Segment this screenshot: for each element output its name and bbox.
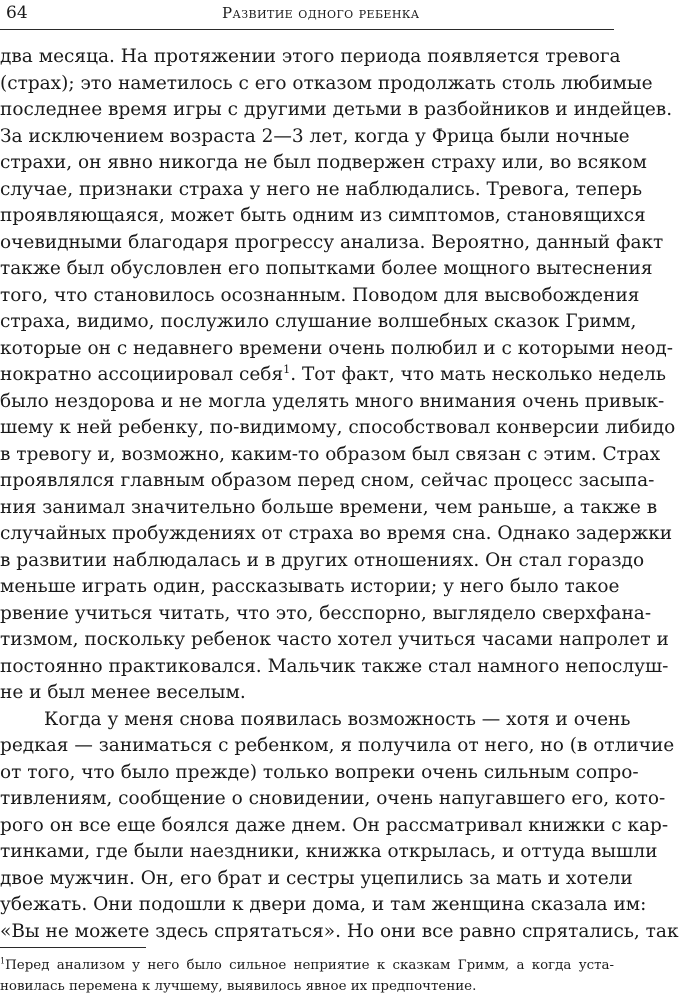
text-line: двое мужчин. Он, его брат и сестры уцепились за мать и хотели [0, 867, 633, 889]
text-line: в тревогу и, возможно, каким-то образом был связан с этим. Страх [0, 443, 661, 465]
footnote-line [0, 955, 614, 976]
text-line: шему к ней ребенку, по-видимому, способствовал конверсии либидо [0, 417, 676, 438]
footnote-marker: 1 [0, 956, 6, 966]
text-line: меньше играть один, рассказывать истории; у него было такое [0, 576, 620, 597]
text-line: редкая — заниматься с ребенком, я получила от него, но (в отличие [0, 735, 675, 756]
text-line: ния занимал значительно больше времени, чем раньше, а также в [0, 496, 658, 518]
running-title: Развитие одного ребенка [222, 4, 420, 22]
text-line-with-note [0, 362, 666, 389]
text-line: от того, что было прежде) только вопреки очень сильным сопро- [0, 761, 639, 783]
page-header [0, 0, 620, 30]
text-line: тинками, где были наездники, книжка открылась, и оттуда вышли [0, 841, 658, 862]
footnote-line: новилась перемена к лучшему, выявилось явное их предпочтение. [0, 979, 477, 994]
text-segment: . Тот факт, что мать несколько недель [290, 364, 666, 385]
text-line: убежать. Они подошли к двери дома, и там женщина сказала им: [0, 894, 647, 915]
paragraph-end-line: не и был менее веселым. [0, 682, 246, 703]
text-line: рвение учиться читать, что это, бесспорно, выглядело сверхфана- [0, 602, 652, 624]
header-rule [0, 29, 614, 30]
footnote [0, 955, 614, 997]
text-line: очевидными благодаря прогрессу анализа. Вероятно, данный факт [0, 231, 664, 253]
text-line: страха, видимо, послужило слушание волшебных сказок Гримм, [0, 311, 637, 332]
text-line: проявлялся главным образом перед сном, сейчас процесс засыпа- [0, 470, 655, 491]
text-segment: нократно ассоциировал себя [0, 364, 284, 385]
text-line: постоянно практиковался. Мальчик также стал намного непослуш- [0, 655, 669, 677]
footnote-rule [0, 947, 146, 948]
text-line: случайных пробуждениях от страха во время сна. Однако задержки [0, 523, 673, 544]
text-line: того, что становилось осознанным. Поводом для высвобождения [0, 284, 640, 306]
text-line: За исключением возраста 2—3 лет, когда у Фрица были ночные [0, 125, 630, 147]
text-line: в развитии наблюдалась и в других отношениях. Он стал гораздо [0, 549, 645, 571]
text-line: тизмом, поскольку ребенок часто хотел учиться часами напролет и [0, 629, 669, 650]
footnote-text: Перед анализом у него было сильное неприятие к сказкам Гримм, а когда уста- [5, 958, 614, 973]
text-line: «Вы не можете здесь спрятаться». Но они все равно спрятались, так [0, 920, 679, 942]
page-number: 64 [6, 3, 28, 23]
body-text [0, 44, 679, 945]
paragraph-first-line: Когда у меня снова появилась возможность — хотя и очень [44, 708, 631, 730]
text-line: (страх); это наметилось с его отказом продолжать столь любимые [0, 72, 653, 94]
text-line: страхи, он явно никогда не был подвержен страху или, во всяком [0, 152, 647, 173]
text-line: два месяца. На протяжении этого периода появляется тревога [0, 46, 621, 67]
text-line: случае, признаки страха у него не наблюдались. Тревога, теперь [0, 178, 643, 200]
text-line: которые он с недавнего времени очень полюбил и с которыми неод- [0, 337, 674, 359]
text-line: проявляющаяся, может быть одним из симптомов, становящихся [0, 205, 646, 226]
footnote-reference: 1 [283, 362, 291, 376]
text-line: последнее время игры с другими детьми в разбойников и индейцев. [0, 99, 673, 120]
text-line: рого он все еще боялся даже днем. Он рассматривал книжки с кар- [0, 814, 669, 836]
text-line: было нездорова и не могла уделять много внимания очень привык- [0, 390, 665, 412]
text-line: тивлениям, сообщение о сновидении, очень напугавшего его, кото- [0, 788, 666, 809]
text-line: также был обусловлен его попытками более мощного вытеснения [0, 258, 653, 279]
